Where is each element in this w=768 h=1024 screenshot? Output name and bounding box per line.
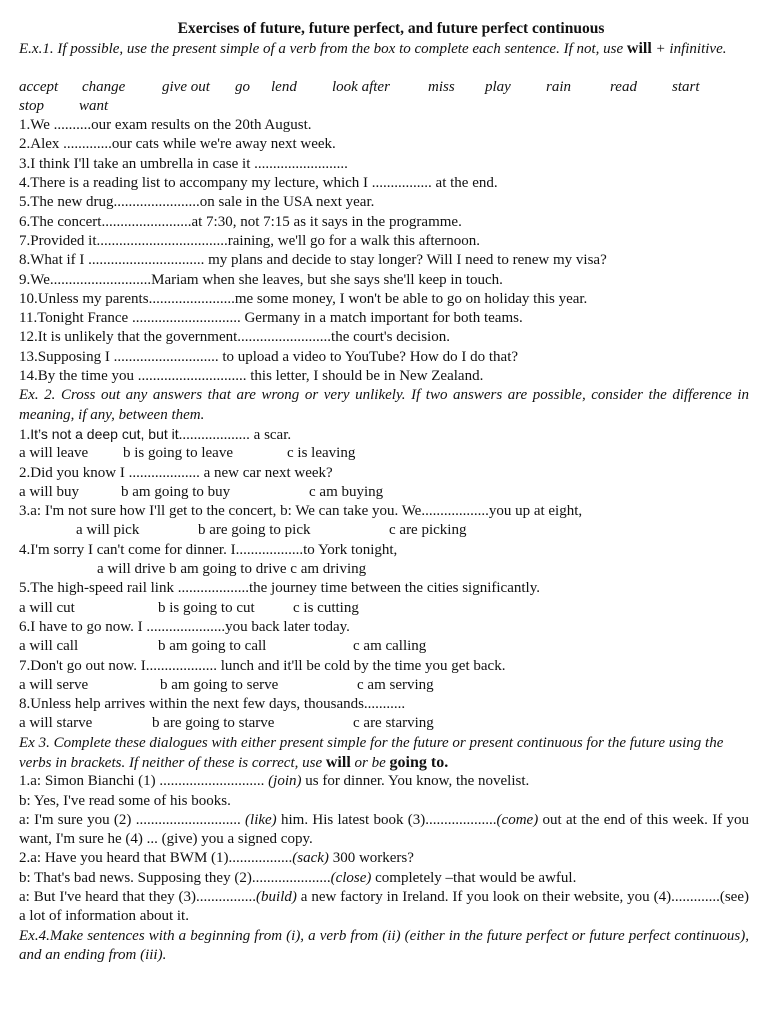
ex3-dialogue-1-line-c: a: I'm sure you (2) ............................ (like) him. His latest book (3)...................(come) out at the end of this week. If you want, I'm sure he (4) ... (give) you a signed copy. <box>19 811 750 848</box>
worksheet-page <box>19 19 749 965</box>
ex1-item-6: 6.The concert........................at 7:30, not 7:15 as it says in the programme. <box>19 213 462 230</box>
ex1-item-8: 8.What if I ............................... my plans and decide to stay longer? Will I need to renew my visa? <box>19 252 607 269</box>
word-box-item: accept <box>19 78 59 95</box>
option-a: a will starve <box>19 715 93 732</box>
ex1-item-7: 7.Provided it...................................raining, we'll go for a walk this afternoon. <box>19 232 480 249</box>
ex1-item-11: 11.Tonight France ............................. Germany in a match important for both teams. <box>19 310 523 327</box>
option-c: c are starving <box>353 715 434 732</box>
ex2-question-2: 2.Did you know I ................... a new car next week? <box>19 464 333 481</box>
ex1-item-1: 1.We ..........our exam results on the 20th August. <box>19 117 312 134</box>
ex1-item-9: 9.We...........................Mariam when she leaves, but she says she'll keep in touch. <box>19 271 503 288</box>
ex3-dialogue-2-line-a: 2.a: Have you heard that BWM (1).................(sack) 300 workers? <box>19 850 414 867</box>
word-box-item: rain <box>546 78 572 95</box>
ex1-item-2: 2.Alex .............our cats while we're away next week. <box>19 136 336 153</box>
ex2-options-4: a will drive b am going to drive c am driving <box>97 561 367 578</box>
option-c: c am buying <box>309 483 384 500</box>
ex1-item-13: 13.Supposing I ............................ to upload a video to YouTube? How do I do that? <box>19 348 519 365</box>
ex1-word-box-line-2 <box>19 97 749 116</box>
ex4-instructions: Ex.4.Make sentences with a beginning from (i), a verb from (ii) (either in the future perfect or future perfect continuous), and an ending from (iii). <box>19 927 749 963</box>
ex2-question-8: 8.Unless help arrives within the next few days, thousands........... <box>19 696 406 713</box>
page-title: Exercises of future, future perfect, and future perfect continuous <box>177 20 605 37</box>
word-box-item: go <box>235 78 250 95</box>
ex2-question-7: 7.Don't go out now. I................... lunch and it'll be cold by the time you get back. <box>19 657 506 674</box>
ex1-item-5: 5.The new drug.......................on sale in the USA next year. <box>19 194 375 211</box>
ex2-options-2 <box>19 483 749 502</box>
ex2-options-8 <box>19 714 749 733</box>
ex2-options-1 <box>19 444 749 463</box>
option-c: c are picking <box>389 522 467 539</box>
word-box-item: play <box>485 78 511 95</box>
option-b: b are going to starve <box>152 715 275 732</box>
option-a: a will serve <box>19 676 89 693</box>
ex2-question-3: 3.a: I'm not sure how I'll get to the concert, b: We can take you. We..................you up at eight, <box>19 503 583 520</box>
ex1-word-box-line-1 <box>19 78 749 97</box>
ex3-dialogue-1-line-b: b: Yes, I've read some of his books. <box>19 792 231 809</box>
word-box-item: give out <box>162 78 210 95</box>
word-box-item: miss <box>428 78 455 95</box>
ex3-dialogue-2-line-b: b: That's bad news. Supposing they (2).....................(close) completely –that would be awful. <box>19 869 577 886</box>
option-b: b am going to call <box>158 638 267 655</box>
option-a: a will leave <box>19 445 89 462</box>
word-box-item: change <box>82 78 126 95</box>
ex2-options-7 <box>19 676 749 695</box>
word-box-item: stop <box>19 97 45 114</box>
ex1-item-10: 10.Unless my parents.......................me some money, I won't be able to go on holiday this year. <box>19 290 588 307</box>
ex2-question-5: 5.The high-speed rail link ...................the journey time between the cities significantly. <box>19 580 540 597</box>
ex2-options-6 <box>19 637 749 656</box>
ex1-instructions: E.x.1. If possible, use the present simple of a verb from the box to complete each sentence. If not, use will + infinitive. <box>19 40 727 57</box>
ex2-question-6: 6.I have to go now. I .....................you back later today. <box>19 618 350 635</box>
ex2-options-5 <box>19 599 749 618</box>
ex1-item-12: 12.It is unlikely that the government.........................the court's decision. <box>19 329 450 346</box>
option-c: c is cutting <box>293 599 359 616</box>
ex1-item-3: 3.I think I'll take an umbrella in case it ......................... <box>19 155 348 172</box>
option-b: b are going to pick <box>198 522 311 539</box>
option-c: c am calling <box>353 638 427 655</box>
word-box-item: start <box>672 78 700 95</box>
ex3-dialogue-1-line-a: 1.a: Simon Bianchi (1) ............................ (join) us for dinner. You know, the novelist. <box>19 773 530 790</box>
ex1-item-4: 4.There is a reading list to accompany my lecture, which I ................ at the end. <box>19 175 498 192</box>
option-c: c is leaving <box>287 445 356 462</box>
option-b: b is going to cut <box>158 599 255 616</box>
word-box-item: read <box>610 78 637 95</box>
option-b: b am going to buy <box>121 483 231 500</box>
option-a: a will call <box>19 638 79 655</box>
ex3-dialogue-2-line-c: a: But I've heard that they (3)................(build) a new factory in Ireland. If you look on their website, you (4).............(see) a lot of information about it. <box>19 889 749 925</box>
ex2-question-1: 1.It’s not a deep cut, but it................... a scar. <box>19 425 292 443</box>
option-a: a will cut <box>19 599 75 616</box>
ex2-options-3 <box>19 521 749 540</box>
word-box-item: want <box>79 97 109 114</box>
word-box-item: look after <box>332 78 390 95</box>
word-box-item: lend <box>271 78 297 95</box>
ex2-question-4: 4.I'm sorry I can't come for dinner. I..................to York tonight, <box>19 541 398 558</box>
option-b: b am going to serve <box>160 676 279 693</box>
ex2-instructions: Ex. 2. Cross out any answers that are wrong or very unlikely. If two answers are possible, consider the difference in meaning, if any, between them. <box>19 387 749 423</box>
option-a: a will pick <box>76 522 140 539</box>
option-c: c am serving <box>357 676 434 693</box>
ex3-instructions: Ex 3. Complete these dialogues with either present simple for the future or present continuous for the future using the verbs in brackets. If neither of these is correct, use will or be going to. <box>19 734 724 771</box>
option-b: b is going to leave <box>123 445 233 462</box>
option-a: a will buy <box>19 483 79 500</box>
ex1-item-14: 14.By the time you ............................. this letter, I should be in New Zealand. <box>19 368 484 385</box>
